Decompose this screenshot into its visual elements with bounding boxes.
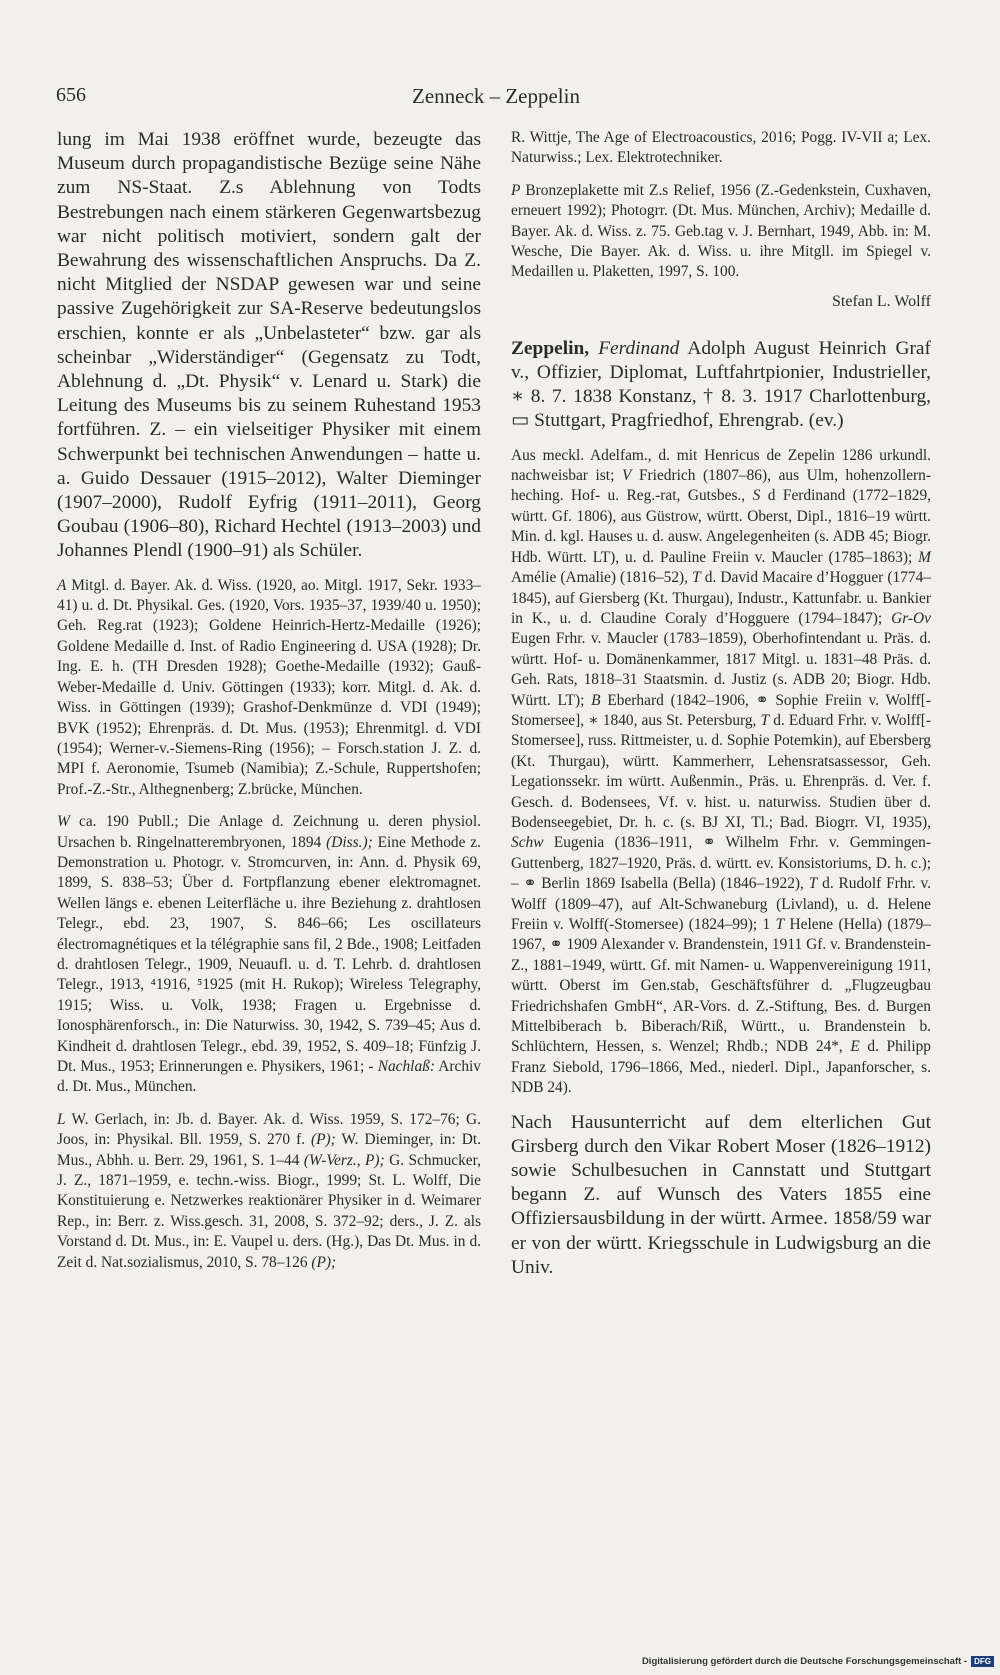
genealogy-label-grov: Gr-Ov	[891, 609, 931, 627]
page-header	[56, 84, 936, 120]
genealogy-text: Amélie (Amalie) (1816–52),	[511, 569, 693, 587]
footer-text: Digitalisierung gefördert durch die Deutsche Forschungsgemeinschaft -	[641, 1656, 968, 1667]
genealogy-text: Helene (Hella) (1879–1967, ⚭ 1909 Alexander v. Brandenstein, 1911 Gf. v. Brandenstein-Z., 1881–1949, württ. Gf. mit Namen- u. Wappenvereinigung 1911, württ. Oberst im Gen.stab, Geschäftsführer d. „Flugzeugbau Friedrichshafen GmbH“, AR-Vors. d. Z.-Stiftung, Bes. d. Burgen Mittelbiberach b. Biberach/Riß, Württ., u. Brandenstein b. Schlüchtern, Hessen, s. Wenzel; Rhdb.; NDB 24*,	[511, 916, 931, 1056]
works-nachlass: Nachlaß:	[377, 1058, 435, 1075]
literature-text-3: G. Schmucker, J. Z., 1871–1959, e. techn.-wiss. Biogr., 1999; St. L. Wolff, Die Konstituierung e. Netzwerkes reaktionärer Physiker in d. Weimarer Rep., in: Berr. z. Wiss.gesch. 31, 2008, S. 372–92; ders., J. Z. als Vorstand d. Dt. Mus., in: E. Vaupel u. ders. (Hg.), Das Dt. Mus. in d. Zeit d. Nat.sozialismus, 2010, S. 78–126	[57, 1151, 481, 1271]
genealogy-text: d. Eduard Frhr. v. Wolff[-Stomersee], russ. Rittmeister, u. d. Sophie Potemkin), auf Ebersberg (Kt. Thurgau), württ. Kammerherr, Lehensratsassessor, Geh. Legationssekr. im württ. Außenmin., Präs. u. Ehrenpräs. d. Ver. f. Gesch. d. Bodensees, Vf. v. hist. u. naturwiss. Studien über d. Bodenseegebiet, Dr. h. c. (s. BJ XI, Tl.; Bad. Biogrr. VI, 1935),	[511, 711, 931, 831]
literature-section	[57, 1110, 481, 1273]
genealogy-text: Eberhard (1842–1906, ⚭ Sophie Freiin v. Wolff[-Stomersee], ∗ 1840, aus St. Petersburg,	[511, 691, 931, 729]
section-label-p: P	[511, 181, 521, 199]
genealogy-label-t: T	[808, 875, 818, 893]
genealogy-text: Eugenia (1836–1911, ⚭ Wilhelm Frhr. v. Gemmingen-Guttenberg, 1827–1920, Präs. d. württ. ev. Konsistoriums, D. h. c.); – ⚭ Berlin 1869 Isabella (Bella) (1846–1922),	[511, 834, 931, 893]
literature-continued: R. Wittje, The Age of Electroacoustics, 2016; Pogg. IV-VII a; Lex. Naturwiss.; Lex. Elektrotechniker.	[511, 129, 931, 167]
literature-p2: (P);	[311, 1253, 337, 1271]
genealogy-text: Friedrich (1807–86), aus Ulm, hohenzollern-heching. Hof- u. Reg.-rat, Gutsbes.,	[511, 467, 932, 505]
lemma-heading	[511, 337, 931, 434]
genealogy-section	[511, 446, 931, 1099]
genealogy-label-b: B	[591, 691, 601, 709]
genealogy-label-t: T	[775, 916, 785, 933]
genealogy-text: d Ferdinand (1772–1829, württ. Gf. 1806), aus Güstrow, württ. Oberst, Dipl., 1816–19 württ. Min. d. kgl. Hauses u. d. ausw. Angelegenheiten (s. ADB 45; Biogr. Hdb. Württ. LT), u. d. Pauline Freiin v. Maucler (1785–1863);	[511, 487, 931, 566]
right-body-paragraph: Nach Hausunterricht auf dem elterlichen Gut Girsberg durch den Vikar Robert Moser (1826–1912) sowie Schulbesuchen in Cannstatt und Stuttgart begann Z. auf Wunsch des Vaters 1855 eine Offiziersausbildung in der württ. Armee. 1858/59 war er von der württ. Kriegsschule in Ludwigsburg an die Univ.	[511, 1111, 931, 1278]
literature-text-1: W. Gerlach, in: Jb. d. Bayer. Ak. d. Wiss. 1959, S. 172–76; G. Joos, in: Physikal. Bll. 1959, S. 270 f.	[57, 1110, 481, 1149]
left-body-paragraph: lung im Mai 1938 eröffnet wurde, bezeugte das Museum durch propagandistische Bezüge seine Nähe zum NS-Staat. Z.s Ablehnung von Todts Bestrebungen nach einem stärkeren Gegenwartsbezug war nicht politisch motiviert, sondern galt der Bewahrung des wissenschaftlichen Anspruchs. Da Z. nicht Mitglied der NSDAP gewesen war und seine passive Zugehörigkeit zur SA-Reserve bedeutungslos erschien, konnte er als „Unbelasteter“ bzw. gar als scheinbar „Widerständiger“ (Gegensatz zu Todt, Ablehnung d. „Dt. Physik“ v. Lenard u. Stark) die Leitung des Museums bis zu seinem Ruhestand 1953 fortführen. Z. – ein vielseitiger Physiker mit einem Schwerpunkt bei technischen Anwendungen – hatte u. a. Guido Dessauer (1915–2012), Walter Dieminger (1907–2000), Rudolf Eyfrig (1911–2011), Georg Goubau (1906–80), Richard Hechtel (1913–2003) und Johannes Plendl (1900–91) als Schüler.	[57, 129, 481, 562]
right-column	[511, 128, 931, 1280]
running-head: Zenneck – Zeppelin	[412, 84, 580, 108]
lemma-details: Adolph August Heinrich Graf v., Offizier, Diplomat, Luftfahrtpionier, Industrieller, ∗ 8. 7. 1838 Konstanz, † 8. 3. 1917 Charlottenburg, ▭ Stuttgart, Pragfriedhof, Ehrengrab. (ev.)	[511, 337, 931, 432]
genealogy-text: d. David Macaire d’Hogguer (1774–1845), auf Giersberg (Kt. Thurgau), Industr., Kattunfabr. u. Bankier in K., u. d. Claudine Coraly d’Hogguere (1794–1847);	[511, 569, 931, 627]
genealogy-label-s: S	[752, 487, 761, 505]
genealogy-label-v: V	[621, 467, 632, 485]
page-number: 656	[56, 84, 86, 106]
literature-p1: (P);	[311, 1131, 336, 1149]
literature-wverz: (W-Verz., P);	[303, 1151, 385, 1169]
genealogy-text: d. Philipp Franz Siebold, 1796–1866, Med., niederl. Dipl., Japanforscher, s. NDB 24).	[511, 1038, 932, 1097]
left-column	[57, 128, 481, 1273]
lemma-name: Zeppelin,	[511, 337, 590, 359]
genealogy-text: d. Rudolf Frhr. v. Wolff (1809–47), auf Alt-Schwaneburg (Livland), u. d. Helene Freiin v. Wolff(-Stomersee) (1824–99); 1	[511, 875, 932, 933]
works-text-2: Eine Methode z. Demonstration u. Photogr. v. Stromcurven, in: Ann. d. Physik 69, 1899, S. 838–53; Über d. Fortpflanzung ebener elektromagnet. Wellen längs e. ebenen Leiterfläche u. ihre Beziehung z. drahtlosen Telegr., ebd. 23, 1907, S. 846–66; Les oscillateurs électromagnétiques et la télégraphie sans fil, 2 Bde., 1908; Leitfaden d. drahtlosen Telegr., 1909, Neuaufl. u. d. T. Lehrb. d. drahtlosen Telegr., 1913, ⁴1916, ⁵1925 (mit H. Rukop); Wireless Telegraphy, 1915; Wiss. u. Volk, 1938; Fragen u. Ergebnisse d. Ionosphärenforsch., in: Die Naturwiss. 30, 1942, S. 739–45; Aus d. Kindheit d. drahtlosen Telegr., ebd. 39, 1952, S. 409–18; Fünfzig J. Dt. Mus., 1953; Erinnerungen e. Physikers, 1961; -	[57, 833, 481, 1075]
genealogy-text: Eugen Frhr. v. Maucler (1783–1859), Oberhofintendant u. Präs. d. württ. Hof- u. Domänenkammer, 1817 Mitgl. u. 1831–48 Präs. d. Geh. Rats, 1818–31 Staatsmin. d. Justiz (s. ADB 20; Biogr. Hdb. Württ. LT);	[511, 630, 931, 709]
literature-text-2: W. Dieminger, in: Dt. Mus., Abhh. u. Berr. 29, 1961, S. 1–44	[57, 1131, 481, 1169]
works-text-1: ca. 190 Publl.; Die Anlage d. Zeichnung u. deren physiol. Ursachen b. Ringelnatterembryonen, 1894	[57, 813, 481, 851]
dfg-logo: DFG	[971, 1656, 994, 1667]
lemma-first-name: Ferdinand	[598, 337, 680, 359]
genealogy-label-m: M	[918, 548, 931, 566]
genealogy-label-t: T	[760, 711, 770, 729]
page-footer	[642, 1656, 994, 1667]
genealogy-label-e: E	[850, 1038, 860, 1056]
works-section	[57, 812, 481, 1098]
genealogy-text: Aus meckl. Adelfam., d. mit Henricus de Zepelin 1286 urkundl. nachweisbar ist;	[511, 446, 931, 485]
portraits-section	[511, 181, 931, 283]
portraits-text: Bronzeplakette mit Z.s Relief, 1956 (Z.-Gedenkstein, Cuxhaven, erneuert 1992); Photogrr. (Dt. Mus. München, Archiv); Medaille d. Bayer. Ak. d. Wiss. z. 75. Geb.tag v. J. Bernhart, 1949, Abb. in: M. Wesche, Die Bayer. Ak. d. Wiss. u. ihre Mitgll. im Spiegel v. Medaillen u. Plaketten, 1997, S. 100.	[511, 181, 931, 281]
works-diss: (Diss.);	[326, 833, 373, 851]
author-signature: Stefan L. Wolff	[832, 292, 931, 310]
section-label-w: W	[57, 813, 70, 831]
section-label-a: A	[57, 576, 67, 594]
awards-text: Mitgl. d. Bayer. Ak. d. Wiss. (1920, ao. Mitgl. 1917, Sekr. 1933–41) u. d. Dt. Physikal. Ges. (1920, Vors. 1935–37, 1939/40 u. 1950); Geh. Reg.rat (1923); Goldene Heinrich-Hertz-Medaille (1926); Goldene Medaille d. Inst. of Radio Engineering d. USA (1928); Dr. Ing. E. h. (TH Dresden 1928); Goethe-Medaille (1932); Gauß-Weber-Medaille d. Univ. Göttingen (1933); korr. Mitgl. d. Ak. d. Wiss. in Göttingen (1939); Grashof-Denkmünze d. VDI (1949); BVK (1952); Ehrenpräs. d. Dt. Mus. (1953); Ehrenmitgl. d. VDI (1954); Werner-v.-Siemens-Ring (1956); – Forsch.station J. Z. d. MPI f. Aeronomie, Tsumeb (Namibia); Z.-Schule, Ruppertshofen; Prof.-Z.-Str., Althegnenberg; Z.brücke, München.	[57, 576, 481, 798]
genealogy-label-t: T	[692, 569, 701, 587]
genealogy-label-schw: Schw	[511, 834, 544, 852]
section-label-l: L	[57, 1110, 66, 1128]
works-text-3: Archiv d. Dt. Mus., München.	[57, 1058, 481, 1096]
awards-section	[57, 576, 481, 800]
